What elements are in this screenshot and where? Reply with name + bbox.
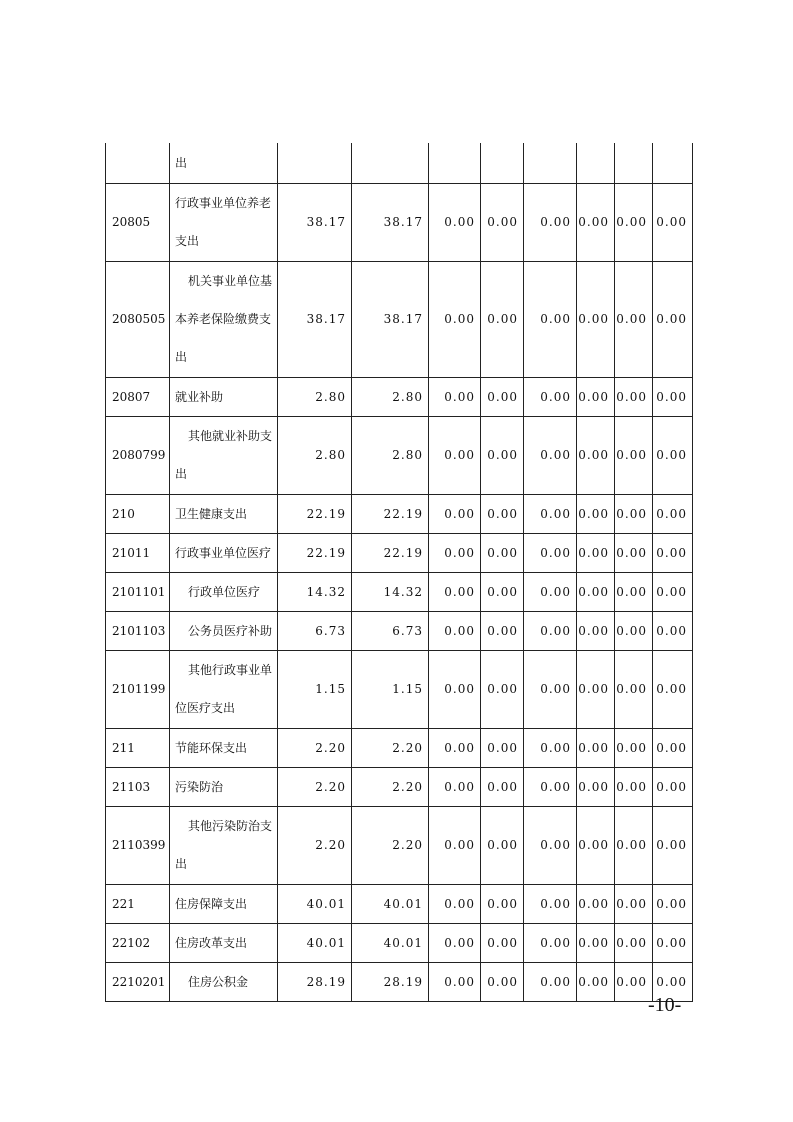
amount-cell: 0.00	[577, 923, 615, 962]
amount-cell: 22.19	[278, 533, 352, 572]
subject-code-cell: 211	[106, 728, 170, 767]
table-row	[106, 806, 693, 884]
table-row	[106, 884, 693, 923]
amount-cell: 0.00	[429, 611, 481, 650]
amount-cell: 0.00	[615, 923, 653, 962]
amount-cell: 14.32	[278, 572, 352, 611]
amount-cell: 0.00	[429, 377, 481, 416]
amount-cell: 0.00	[615, 572, 653, 611]
subject-code-cell: 2101101	[106, 572, 170, 611]
amount-cell: 2.20	[278, 806, 352, 884]
subject-name-cell: 行政单位医疗	[170, 572, 278, 611]
amount-cell: 0.00	[481, 533, 524, 572]
amount-cell: 0.00	[577, 728, 615, 767]
amount-cell: 6.73	[352, 611, 429, 650]
subject-name-cell: 其他污染防治支出	[170, 806, 278, 884]
amount-cell: 0.00	[429, 261, 481, 377]
amount-cell: 38.17	[278, 261, 352, 377]
amount-cell: 0.00	[653, 416, 693, 494]
amount-cell: 0.00	[615, 806, 653, 884]
amount-cell: 0.00	[481, 611, 524, 650]
amount-cell: 0.00	[481, 377, 524, 416]
subject-name-cell: 行政事业单位养老支出	[170, 183, 278, 261]
amount-cell: 0.00	[653, 572, 693, 611]
amount-cell: 38.17	[278, 183, 352, 261]
subject-name-cell: 住房改革支出	[170, 923, 278, 962]
subject-code-cell: 22102	[106, 923, 170, 962]
amount-cell: 14.32	[352, 572, 429, 611]
amount-cell: 0.00	[481, 261, 524, 377]
amount-cell: 2.20	[278, 728, 352, 767]
amount-cell: 0.00	[429, 533, 481, 572]
table-row	[106, 728, 693, 767]
amount-cell: 0.00	[524, 923, 577, 962]
amount-cell: 0.00	[577, 884, 615, 923]
amount-cell: 0.00	[615, 416, 653, 494]
amount-cell: 1.15	[352, 650, 429, 728]
amount-cell: 0.00	[653, 884, 693, 923]
amount-cell: 0.00	[653, 728, 693, 767]
subject-name-cell: 公务员医疗补助	[170, 611, 278, 650]
subject-name-cell: 机关事业单位基本养老保险缴费支出	[170, 261, 278, 377]
subject-code-cell: 2101103	[106, 611, 170, 650]
subject-code-cell: 221	[106, 884, 170, 923]
table-row	[106, 183, 693, 261]
amount-cell: 0.00	[577, 261, 615, 377]
amount-cell: 0.00	[615, 728, 653, 767]
table-row	[106, 923, 693, 962]
subject-name-cell: 就业补助	[170, 377, 278, 416]
amount-cell: 0.00	[577, 494, 615, 533]
table-row	[106, 572, 693, 611]
amount-cell: 0.00	[429, 884, 481, 923]
amount-cell: 0.00	[615, 962, 653, 1001]
amount-cell: 0.00	[481, 728, 524, 767]
amount-cell: 0.00	[524, 572, 577, 611]
amount-cell	[481, 143, 524, 183]
amount-cell: 0.00	[615, 767, 653, 806]
amount-cell: 28.19	[352, 962, 429, 1001]
amount-cell	[524, 143, 577, 183]
amount-cell: 22.19	[352, 533, 429, 572]
amount-cell: 0.00	[481, 923, 524, 962]
table-row	[106, 143, 693, 183]
amount-cell: 2.20	[352, 806, 429, 884]
budget-table	[105, 143, 693, 1002]
table-row	[106, 261, 693, 377]
table-row	[106, 962, 693, 1001]
amount-cell: 0.00	[429, 962, 481, 1001]
amount-cell: 0.00	[429, 923, 481, 962]
amount-cell: 0.00	[653, 806, 693, 884]
amount-cell: 0.00	[615, 377, 653, 416]
amount-cell: 0.00	[653, 261, 693, 377]
subject-code-cell: 20805	[106, 183, 170, 261]
amount-cell: 0.00	[653, 767, 693, 806]
amount-cell: 0.00	[481, 416, 524, 494]
amount-cell: 2.20	[352, 728, 429, 767]
table-row	[106, 416, 693, 494]
subject-code-cell: 2080505	[106, 261, 170, 377]
amount-cell: 0.00	[577, 962, 615, 1001]
amount-cell: 2.80	[352, 416, 429, 494]
amount-cell: 28.19	[278, 962, 352, 1001]
amount-cell: 0.00	[524, 884, 577, 923]
amount-cell: 0.00	[429, 728, 481, 767]
amount-cell: 0.00	[615, 183, 653, 261]
amount-cell: 0.00	[524, 261, 577, 377]
amount-cell: 0.00	[429, 806, 481, 884]
amount-cell	[352, 143, 429, 183]
amount-cell: 0.00	[615, 261, 653, 377]
amount-cell: 22.19	[278, 494, 352, 533]
amount-cell: 0.00	[429, 767, 481, 806]
amount-cell: 38.17	[352, 261, 429, 377]
amount-cell: 0.00	[577, 183, 615, 261]
subject-code-cell: 2110399	[106, 806, 170, 884]
amount-cell	[429, 143, 481, 183]
subject-name-cell: 其他行政事业单位医疗支出	[170, 650, 278, 728]
table-body	[106, 143, 693, 1001]
amount-cell: 0.00	[481, 572, 524, 611]
amount-cell: 0.00	[577, 650, 615, 728]
amount-cell: 0.00	[615, 494, 653, 533]
amount-cell: 0.00	[653, 923, 693, 962]
amount-cell: 40.01	[278, 923, 352, 962]
amount-cell: 0.00	[524, 962, 577, 1001]
amount-cell: 0.00	[577, 416, 615, 494]
amount-cell: 0.00	[524, 806, 577, 884]
subject-name-cell: 节能环保支出	[170, 728, 278, 767]
subject-code-cell: 2080799	[106, 416, 170, 494]
amount-cell: 0.00	[481, 884, 524, 923]
subject-name-cell: 住房保障支出	[170, 884, 278, 923]
amount-cell: 2.80	[352, 377, 429, 416]
subject-code-cell	[106, 143, 170, 183]
amount-cell: 0.00	[653, 183, 693, 261]
amount-cell: 0.00	[577, 611, 615, 650]
subject-name-cell: 污染防治	[170, 767, 278, 806]
amount-cell: 0.00	[577, 377, 615, 416]
amount-cell	[278, 143, 352, 183]
table-row	[106, 767, 693, 806]
table-row	[106, 494, 693, 533]
amount-cell: 0.00	[524, 183, 577, 261]
amount-cell: 0.00	[653, 494, 693, 533]
amount-cell: 40.01	[352, 923, 429, 962]
amount-cell: 0.00	[429, 183, 481, 261]
amount-cell: 2.20	[352, 767, 429, 806]
table-row	[106, 533, 693, 572]
amount-cell: 0.00	[577, 806, 615, 884]
amount-cell: 0.00	[653, 377, 693, 416]
amount-cell: 0.00	[577, 767, 615, 806]
amount-cell: 0.00	[615, 533, 653, 572]
amount-cell: 0.00	[429, 494, 481, 533]
amount-cell: 0.00	[524, 611, 577, 650]
amount-cell: 2.80	[278, 416, 352, 494]
amount-cell: 0.00	[481, 767, 524, 806]
page-number: -10-	[648, 994, 682, 1016]
amount-cell: 1.15	[278, 650, 352, 728]
amount-cell: 0.00	[524, 650, 577, 728]
amount-cell: 0.00	[653, 611, 693, 650]
subject-name-cell: 出	[170, 143, 278, 183]
amount-cell: 0.00	[524, 533, 577, 572]
amount-cell: 0.00	[615, 611, 653, 650]
amount-cell: 0.00	[481, 962, 524, 1001]
subject-name-cell: 行政事业单位医疗	[170, 533, 278, 572]
amount-cell: 2.80	[278, 377, 352, 416]
amount-cell: 0.00	[481, 650, 524, 728]
subject-code-cell: 2101199	[106, 650, 170, 728]
amount-cell	[653, 143, 693, 183]
amount-cell: 0.00	[653, 533, 693, 572]
amount-cell: 0.00	[429, 572, 481, 611]
amount-cell	[615, 143, 653, 183]
amount-cell: 0.00	[615, 884, 653, 923]
amount-cell: 2.20	[278, 767, 352, 806]
subject-name-cell: 卫生健康支出	[170, 494, 278, 533]
amount-cell: 0.00	[429, 650, 481, 728]
subject-name-cell: 其他就业补助支出	[170, 416, 278, 494]
amount-cell: 0.00	[481, 806, 524, 884]
amount-cell: 38.17	[352, 183, 429, 261]
amount-cell: 0.00	[577, 572, 615, 611]
amount-cell: 0.00	[653, 650, 693, 728]
amount-cell: 0.00	[524, 377, 577, 416]
amount-cell: 40.01	[352, 884, 429, 923]
table-row	[106, 611, 693, 650]
table-row	[106, 377, 693, 416]
amount-cell	[577, 143, 615, 183]
subject-code-cell: 2210201	[106, 962, 170, 1001]
subject-name-cell: 住房公积金	[170, 962, 278, 1001]
amount-cell: 0.00	[524, 728, 577, 767]
subject-code-cell: 21103	[106, 767, 170, 806]
amount-cell: 0.00	[524, 416, 577, 494]
amount-cell: 6.73	[278, 611, 352, 650]
amount-cell: 0.00	[615, 650, 653, 728]
amount-cell: 0.00	[524, 494, 577, 533]
amount-cell: 0.00	[481, 494, 524, 533]
subject-code-cell: 20807	[106, 377, 170, 416]
amount-cell: 0.00	[577, 533, 615, 572]
amount-cell: 0.00	[524, 767, 577, 806]
subject-code-cell: 210	[106, 494, 170, 533]
amount-cell: 22.19	[352, 494, 429, 533]
table-row	[106, 650, 693, 728]
subject-code-cell: 21011	[106, 533, 170, 572]
amount-cell: 0.00	[429, 416, 481, 494]
amount-cell: 0.00	[653, 962, 693, 1001]
amount-cell: 0.00	[481, 183, 524, 261]
amount-cell: 40.01	[278, 884, 352, 923]
